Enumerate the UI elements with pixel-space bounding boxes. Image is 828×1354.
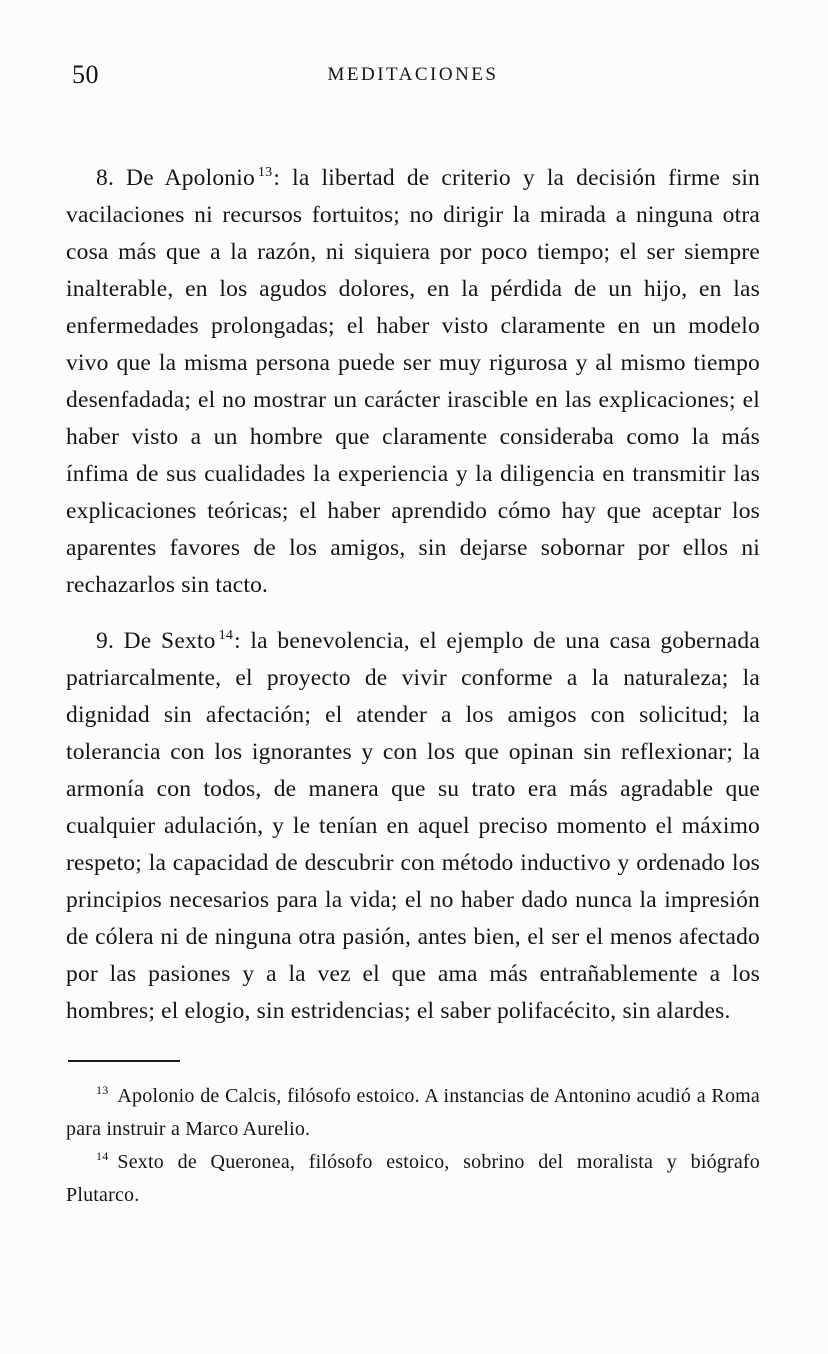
paragraph-9-text: : la benevolencia, el ejemplo de una casa gobernada patriarcalmente, el proyecto de vivir conforme a la naturaleza; la dignidad sin afectación; el atender a los amigos con solicitud; la tolerancia con los ignorantes y con los que opinan sin reflexionar; la armonía con todos, de manera que su trato era más agradable que cualquier adulación, y le tenían en aquel preciso momento el máximo respeto; la capacidad de descubrir con método inductivo y ordenado los principios necesarios para la vida; el no haber dado nunca la impresión de cólera ni de ninguna otra pasión, antes bien, el ser el menos afectado por las pasiones y a la vez el que ama más entrañablemente a los hombres; el elogio, sin estridencias; el saber polifacécito, sin alardes. — [66, 628, 760, 1024]
paragraph-8-text: : la libertad de criterio y la decisión firme sin vacilaciones ni recursos fortuitos; no dirigir la mirada a ninguna otra cosa más que a la razón, ni siquiera por poco tiempo; el ser siempre inalterable, en los agudos dolores, en la pérdida de un hijo, en las enfermedades prolongadas; el haber visto claramente en un modelo vivo que la misma persona puede ser muy rigurosa y al mismo tiempo desenfadada; el no mostrar un carácter irascible en las explicaciones; el haber visto a un hombre que claramente consideraba como la más ínfima de sus cualidades la experiencia y la diligencia en transmitir las explicaciones teóricas; el haber aprendido cómo hay que aceptar los aparentes favores de los amigos, sin dejarse sobornar por ellos ni rechazarlos sin tacto. — [66, 165, 760, 598]
footnote-14-number: 14 — [96, 1149, 109, 1164]
paragraph-9-lead: 9. De Sexto — [96, 628, 216, 654]
footnote-13-number: 13 — [96, 1083, 109, 1098]
page-number: 50 — [72, 60, 99, 89]
paragraph-8-lead: 8. De Apolonio — [96, 165, 255, 191]
page-body — [66, 160, 760, 1212]
footnote-14-text: Sexto de Queronea, filósofo estoico, sobrino del moralista y biógrafo Plutarco. — [66, 1151, 760, 1206]
paragraph-9 — [66, 623, 760, 1030]
running-head — [66, 60, 760, 90]
footnote-ref-14: 14 — [218, 627, 234, 644]
footnote-13 — [66, 1080, 760, 1146]
footnote-separator-rule — [68, 1060, 180, 1062]
footnote-ref-13: 13 — [257, 164, 273, 181]
footnote-section — [66, 1060, 760, 1212]
footnote-13-text: Apolonio de Calcis, filósofo estoico. A instancias de Antonino acudió a Roma para instruir a Marco Aurelio. — [66, 1085, 760, 1140]
paragraph-8 — [66, 160, 760, 604]
footnote-14 — [66, 1146, 760, 1212]
running-title: MEDITACIONES — [327, 64, 499, 85]
